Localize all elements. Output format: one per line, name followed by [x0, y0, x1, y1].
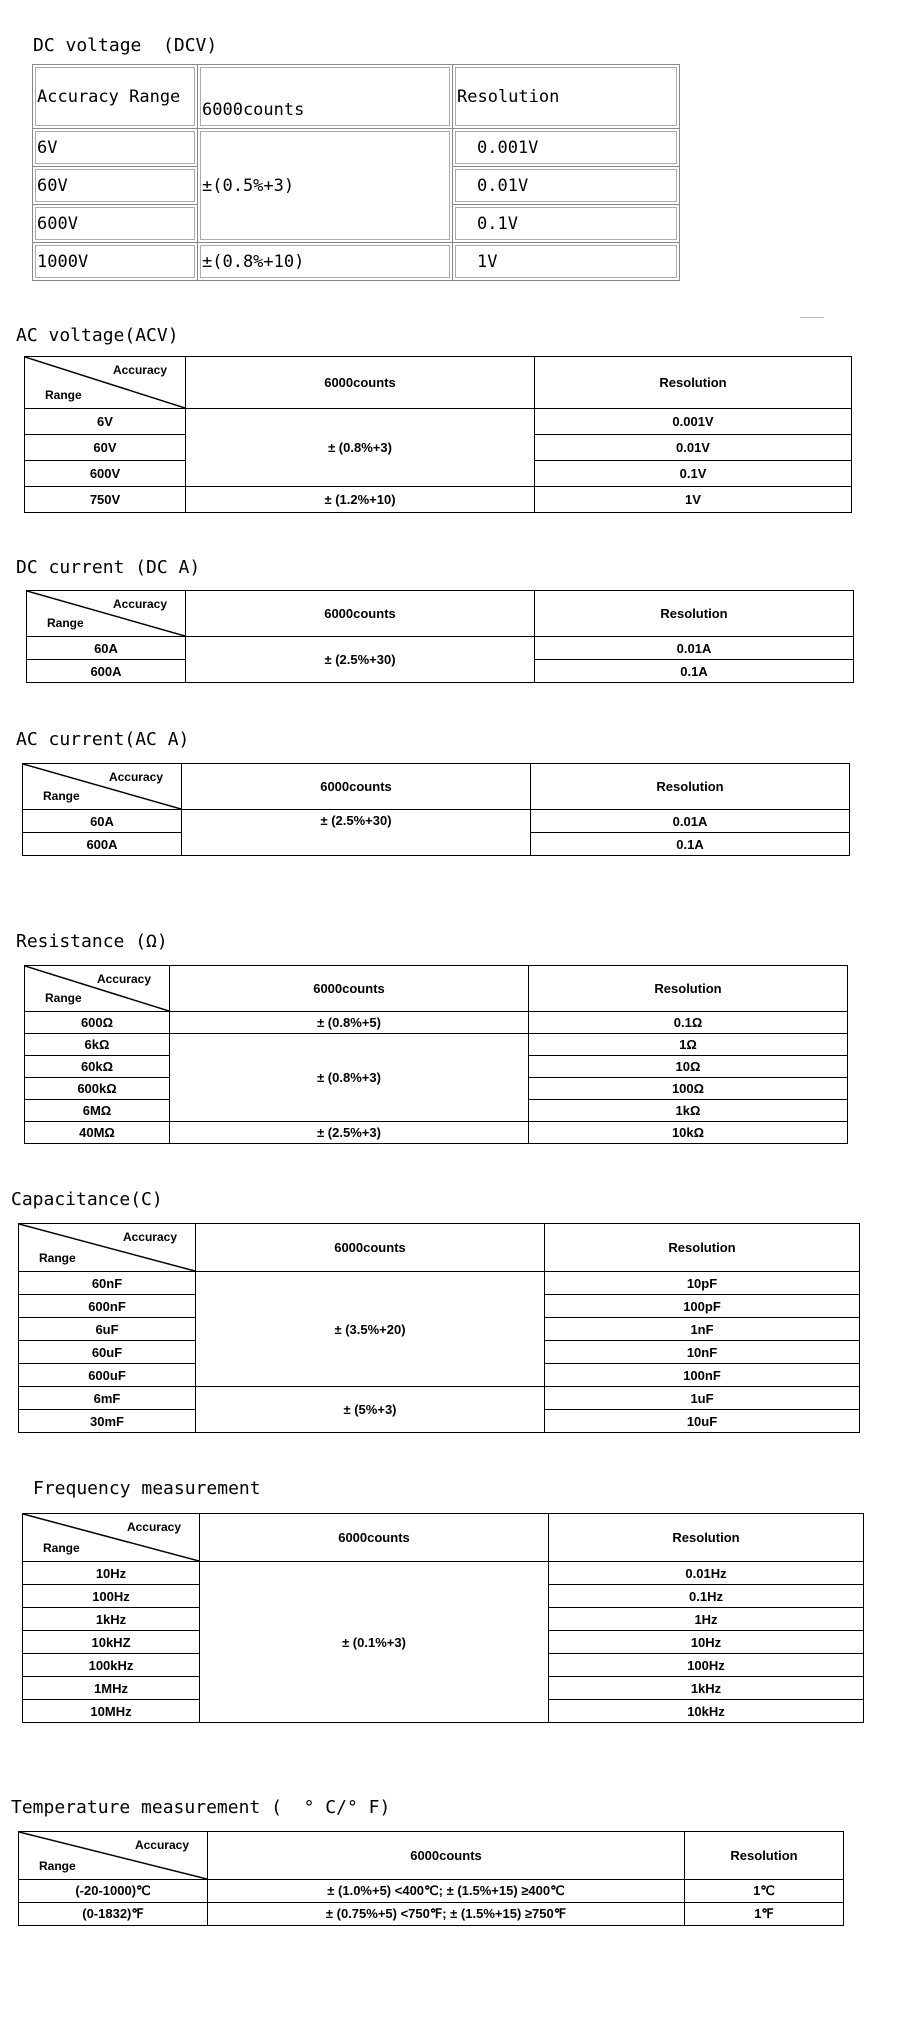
resolution-cell: 0.1Ω — [529, 1012, 848, 1034]
resolution-cell: 10nF — [545, 1341, 860, 1364]
header-resolution: Resolution — [535, 357, 852, 409]
resolution-cell: 1℉ — [685, 1903, 844, 1926]
resolution-cell: 10pF — [545, 1272, 860, 1295]
resolution-cell: 0.001V — [453, 129, 680, 167]
range-cell: 60nF — [19, 1272, 196, 1295]
section-title-dcv: DC voltage (DCV) — [33, 35, 218, 56]
range-cell: 10MHz — [23, 1700, 200, 1723]
resolution-cell: 10kΩ — [529, 1122, 848, 1144]
accuracy-cell: ± (0.8%+3) — [170, 1034, 529, 1122]
header-resolution: Resolution — [685, 1832, 844, 1880]
section-title-aca: AC current(AC A) — [16, 729, 190, 750]
range-cell: 60kΩ — [25, 1056, 170, 1078]
section-title-resistance: Resistance (Ω) — [16, 931, 168, 952]
range-cell: 750V — [25, 487, 186, 513]
header-range: Range — [39, 1251, 76, 1265]
header-diagonal-cell — [23, 764, 182, 810]
header-range: Range — [43, 1541, 80, 1555]
resolution-cell: 1kΩ — [529, 1100, 848, 1122]
resolution-cell: 0.001V — [535, 409, 852, 435]
range-cell: 600V — [25, 461, 186, 487]
aca-table — [22, 763, 850, 856]
header-resolution: Resolution — [529, 966, 848, 1012]
header-accuracy: Accuracy — [96, 972, 151, 986]
header-counts: 6000counts — [208, 1832, 685, 1880]
section-title-acv: AC voltage(ACV) — [16, 325, 179, 346]
resolution-cell: 0.01V — [453, 167, 680, 205]
header-resolution: Resolution — [549, 1514, 864, 1562]
resolution-cell: 0.01A — [535, 637, 854, 660]
temperature-table — [18, 1831, 844, 1926]
header-resolution: Resolution — [453, 65, 680, 129]
accuracy-cell: ± (5%+3) — [196, 1387, 545, 1433]
accuracy-cell: ±(0.8%+10) — [198, 243, 453, 281]
resolution-cell: 1nF — [545, 1318, 860, 1341]
header-counts: 6000counts — [186, 591, 535, 637]
accuracy-cell: ± (3.5%+20) — [196, 1272, 545, 1387]
resolution-cell: 100nF — [545, 1364, 860, 1387]
header-accuracy-range: Accuracy Range — [33, 65, 198, 129]
section-title-temperature: Temperature measurement ( ° C/° F) — [11, 1797, 391, 1818]
accuracy-cell: ± (2.5%+3) — [170, 1122, 529, 1144]
header-diagonal-cell — [25, 357, 186, 409]
header-range: Range — [45, 388, 82, 402]
header-accuracy: Accuracy — [122, 1230, 177, 1244]
resolution-cell: 10kHz — [549, 1700, 864, 1723]
header-range: Range — [43, 789, 80, 803]
accuracy-cell: ± (0.8%+3) — [186, 409, 535, 487]
frequency-table — [22, 1513, 864, 1723]
accuracy-cell: ±(0.5%+3) — [198, 129, 453, 243]
header-counts: 6000counts — [182, 764, 531, 810]
header-diagonal-cell — [27, 591, 186, 637]
range-cell: (-20-1000)℃ — [19, 1880, 208, 1903]
range-cell: (0-1832)℉ — [19, 1903, 208, 1926]
range-cell: 10Hz — [23, 1562, 200, 1585]
range-cell: 600V — [33, 205, 198, 243]
range-cell: 1000V — [33, 243, 198, 281]
accuracy-cell: ± (1.2%+10) — [186, 487, 535, 513]
accuracy-cell: ± (1.0%+5) <400℃; ± (1.5%+15) ≥400℃ — [208, 1880, 685, 1903]
header-counts: 6000counts — [170, 966, 529, 1012]
resolution-cell: 10Ω — [529, 1056, 848, 1078]
accuracy-cell: ± (2.5%+30) — [186, 637, 535, 683]
range-cell: 6MΩ — [25, 1100, 170, 1122]
resolution-cell: 1Ω — [529, 1034, 848, 1056]
accuracy-cell: ± (0.8%+5) — [170, 1012, 529, 1034]
range-cell: 6kΩ — [25, 1034, 170, 1056]
resolution-cell: 1℃ — [685, 1880, 844, 1903]
header-resolution: Resolution — [545, 1224, 860, 1272]
header-resolution: Resolution — [535, 591, 854, 637]
range-cell: 60V — [25, 435, 186, 461]
acv-table — [24, 356, 852, 513]
header-counts: 6000counts — [196, 1224, 545, 1272]
resolution-cell: 10uF — [545, 1410, 860, 1433]
range-cell: 6uF — [19, 1318, 196, 1341]
resolution-cell: 0.1A — [531, 833, 850, 856]
resolution-cell: 100Hz — [549, 1654, 864, 1677]
range-cell: 6V — [25, 409, 186, 435]
range-cell: 100Hz — [23, 1585, 200, 1608]
header-counts: 6000counts — [198, 65, 453, 129]
resolution-cell: 1Hz — [549, 1608, 864, 1631]
header-resolution: Resolution — [531, 764, 850, 810]
range-cell: 600uF — [19, 1364, 196, 1387]
resolution-cell: 100pF — [545, 1295, 860, 1318]
range-cell: 6V — [33, 129, 198, 167]
range-cell: 600A — [23, 833, 182, 856]
header-diagonal-cell — [19, 1224, 196, 1272]
resolution-cell: 0.1Hz — [549, 1585, 864, 1608]
resistance-table — [24, 965, 848, 1144]
header-diagonal-cell — [23, 1514, 200, 1562]
range-cell: 60A — [23, 810, 182, 833]
range-cell: 1kHz — [23, 1608, 200, 1631]
resolution-cell: 1V — [535, 487, 852, 513]
header-accuracy: Accuracy — [126, 1520, 181, 1534]
resolution-cell: 0.01V — [535, 435, 852, 461]
resolution-cell: 10Hz — [549, 1631, 864, 1654]
resolution-cell: 1kHz — [549, 1677, 864, 1700]
capacitance-table — [18, 1223, 860, 1433]
header-range: Range — [39, 1859, 76, 1873]
header-accuracy: Accuracy — [134, 1838, 189, 1852]
range-cell: 100kHz — [23, 1654, 200, 1677]
range-cell: 1MHz — [23, 1677, 200, 1700]
resolution-cell: 0.01Hz — [549, 1562, 864, 1585]
range-cell: 60V — [33, 167, 198, 205]
resolution-cell: 0.1V — [535, 461, 852, 487]
dcv-table — [32, 64, 680, 281]
range-cell: 40MΩ — [25, 1122, 170, 1144]
range-cell: 600kΩ — [25, 1078, 170, 1100]
range-cell: 10kHZ — [23, 1631, 200, 1654]
stray-mark — [800, 317, 824, 318]
accuracy-cell: ± (2.5%+30) — [182, 810, 531, 856]
resolution-cell: 100Ω — [529, 1078, 848, 1100]
section-title-capacitance: Capacitance(C) — [11, 1189, 163, 1210]
section-title-frequency: Frequency measurement — [33, 1478, 261, 1499]
accuracy-cell: ± (0.1%+3) — [200, 1562, 549, 1723]
header-counts: 6000counts — [200, 1514, 549, 1562]
range-cell: 600nF — [19, 1295, 196, 1318]
header-counts: 6000counts — [186, 357, 535, 409]
resolution-cell: 0.1A — [535, 660, 854, 683]
header-accuracy: Accuracy — [112, 597, 167, 611]
resolution-cell: 1uF — [545, 1387, 860, 1410]
accuracy-cell: ± (0.75%+5) <750℉; ± (1.5%+15) ≥750℉ — [208, 1903, 685, 1926]
range-cell: 6mF — [19, 1387, 196, 1410]
range-cell: 60uF — [19, 1341, 196, 1364]
header-diagonal-cell — [25, 966, 170, 1012]
range-cell: 600Ω — [25, 1012, 170, 1034]
resolution-cell: 1V — [453, 243, 680, 281]
header-diagonal-cell — [19, 1832, 208, 1880]
header-accuracy: Accuracy — [112, 363, 167, 377]
range-cell: 600A — [27, 660, 186, 683]
range-cell: 30mF — [19, 1410, 196, 1433]
range-cell: 60A — [27, 637, 186, 660]
resolution-cell: 0.1V — [453, 205, 680, 243]
header-range: Range — [45, 991, 82, 1005]
header-accuracy: Accuracy — [108, 770, 163, 784]
section-title-dca: DC current (DC A) — [16, 557, 201, 578]
dca-table — [26, 590, 854, 683]
header-range: Range — [47, 616, 84, 630]
resolution-cell: 0.01A — [531, 810, 850, 833]
